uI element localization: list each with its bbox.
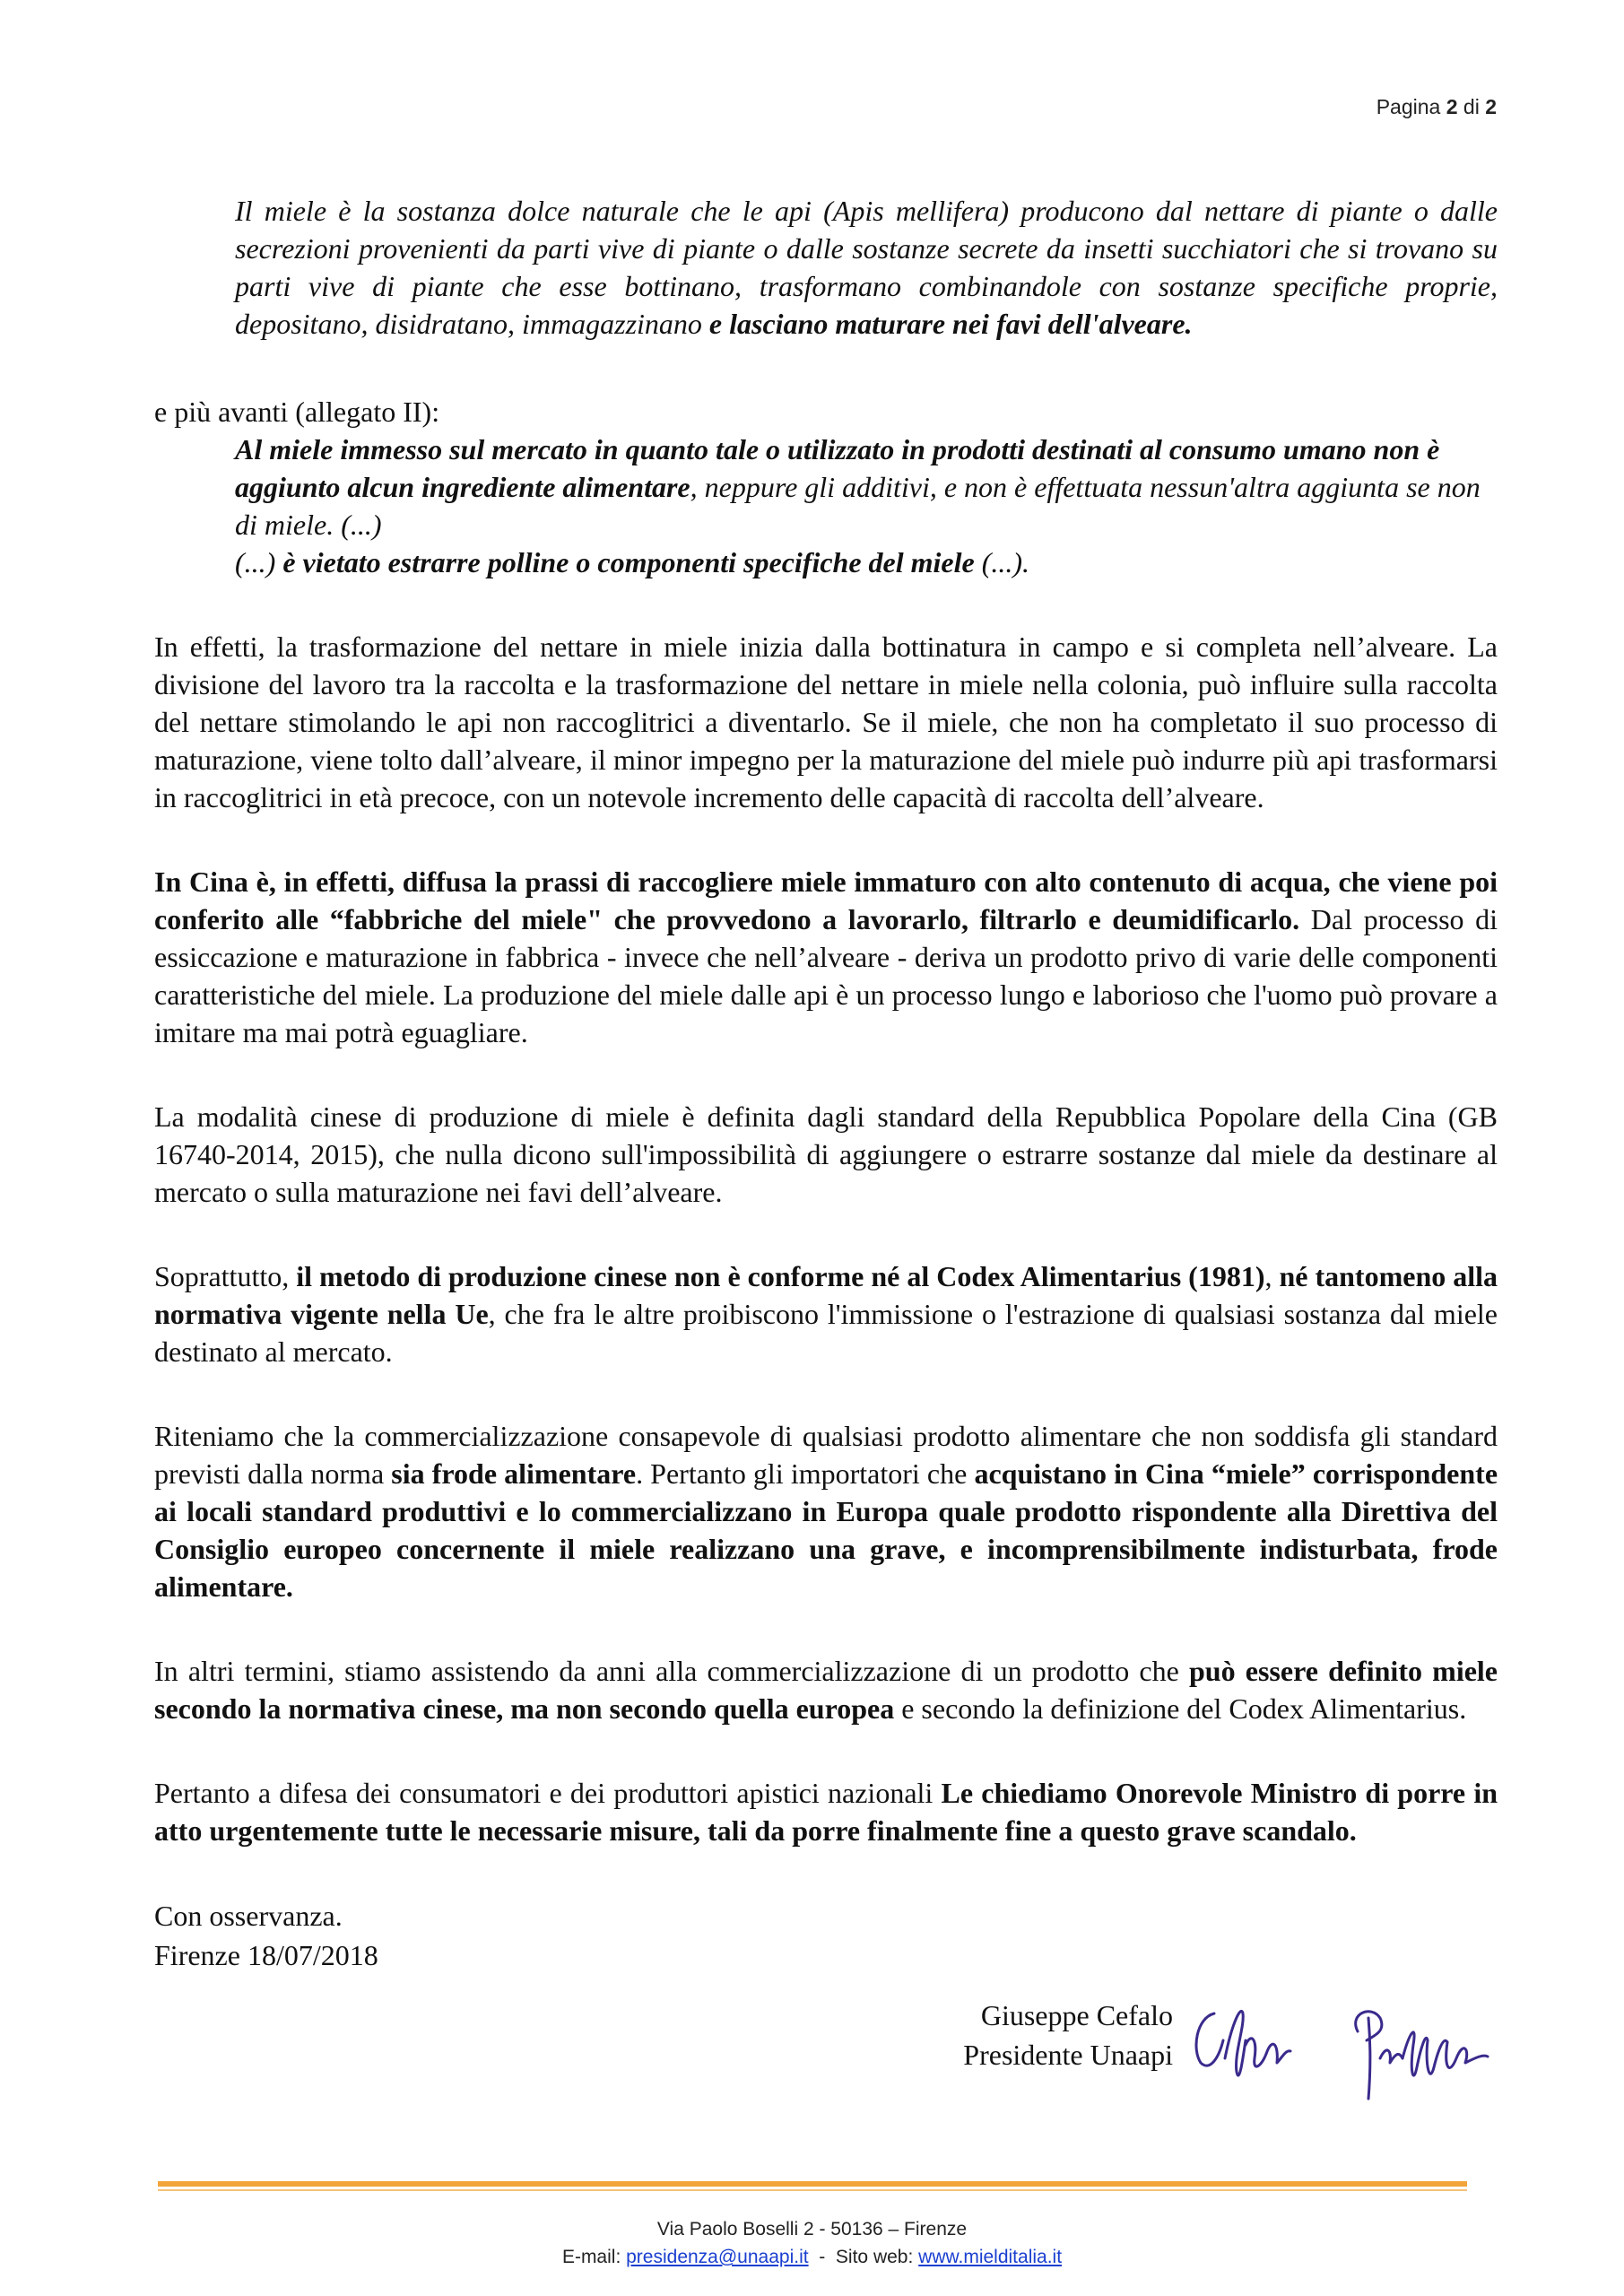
signatory-name: Giuseppe Cefalo bbox=[980, 1999, 1173, 2031]
page-of: di bbox=[1463, 95, 1480, 118]
page-total: 2 bbox=[1485, 95, 1497, 118]
honey-definition-quote: Il miele è la sostanza dolce naturale che le api (Apis mellifera) producono dal nettare di piante o dalle secrezioni provenienti da parti vive di piante o dalle sostanze secrete da insetti succhiatori che si trovano su parti vive di piante che esse bottinano, trasformano combinandole con sostanze specifiche proprie, depositano, disidratano, immagazzinano e lasciano maturare nei favi dell'alveare. bbox=[235, 195, 1498, 340]
footer-rule-thin bbox=[158, 2189, 1467, 2191]
signatory bbox=[963, 1996, 1173, 2074]
signatory-title: Presidente Unaapi bbox=[963, 2039, 1173, 2071]
allegato-intro: e più avanti (allegato II): bbox=[154, 396, 440, 428]
letter-body bbox=[154, 192, 1498, 1975]
footer-contacts: E-mail: presidenza@unaapi.it - Sito web: www.mielditalia.it bbox=[561, 2247, 1063, 2267]
paragraph-frode: Riteniamo che la commercializzazione consapevole di qualsiasi prodotto alimentare che non soddisfa gli standard previsti dalla norma sia frode alimentare. Pertanto gli importatori che acquistano in Cina “miele” corrispondente ai locali standard produttivi e lo commercializzano in Europa quale prodotto rispondente alla Direttiva del Consiglio europeo concernente il miele realizzano una grave, e incomprensibilmente indisturbata, frode alimentare. bbox=[154, 1420, 1498, 1603]
handwritten-signature bbox=[1178, 1987, 1519, 2112]
paragraph-trasformazione: In effetti, la trasformazione del nettare in miele inizia dalla bottinatura in campo e si completa nell’alveare. La divisione del lavoro tra la raccolta e la trasformazione del nettare in miele nella colonia, può influire sulla raccolta del nettare stimolando le api non raccoglitrici a diventarlo. Se il miele, che non ha completato il suo processo di maturazione, viene tolto dall’alveare, il minor impegno per la maturazione del miele può indurre più api trasformarsi in raccoglitrici in età precoce, con un notevole incremento delle capacità di raccolta dell’alveare. bbox=[154, 631, 1498, 813]
paragraph-altri-termini: In altri termini, stiamo assistendo da anni alla commercializzazione di un prodotto che può essere definito miele secondo la normativa cinese, ma non secondo quella europea e secondo la definizione del Codex Alimentarius. bbox=[154, 1655, 1498, 1725]
signature-block bbox=[909, 1987, 1519, 2112]
closing: Con osservanza. Firenze 18/07/2018 bbox=[154, 1900, 378, 1971]
paragraph-codex: Soprattutto, il metodo di produzione cinese non è conforme né al Codex Alimentarius (1981), né tantomeno alla normativa vigente nella Ue, che fra le altre proibiscono l'immissione o l'estrazione di qualsiasi sostanza dal miele destinato al mercato. bbox=[154, 1260, 1498, 1368]
footer-address: Via Paolo Boselli 2 - 50136 – Firenze bbox=[656, 2219, 968, 2239]
allegato-quote: Al miele immesso sul mercato in quanto tale o utilizzato in prodotti destinati al consumo umano non è aggiunto alcun ingrediente alimentare, neppure gli additivi, e non è effettuata nessun'altra aggiunta se non di miele. (...) (...) è vietato estrarre polline o componenti specifiche del miele (...). bbox=[235, 433, 1481, 578]
footer bbox=[0, 2215, 1624, 2271]
page-current: 2 bbox=[1446, 95, 1458, 118]
paragraph-standard-cinesi: La modalità cinese di produzione di miele è definita dagli standard della Repubblica Popolare della Cina (GB 16740-2014, 2015), che nulla dicono sull'impossibilità di aggiungere o estrarre sostanze dal miele da destinare al mercato o sulla maturazione nei favi dell’alveare. bbox=[154, 1100, 1498, 1208]
footer-rule bbox=[158, 2181, 1467, 2187]
paragraph-richiesta: Pertanto a difesa dei consumatori e dei produttori apistici nazionali Le chiediamo Onorevole Ministro di porre in atto urgentemente tutte le necessarie misure, tali da porre finalmente fine a questo grave scandalo. bbox=[154, 1777, 1498, 1847]
website-link[interactable]: www.mielditalia.it bbox=[918, 2247, 1063, 2267]
page-number bbox=[1376, 95, 1497, 119]
page-label: Pagina bbox=[1376, 95, 1441, 118]
email-link[interactable]: presidenza@unaapi.it bbox=[626, 2247, 809, 2267]
paragraph-cina: In Cina è, in effetti, diffusa la prassi di raccogliere miele immaturo con alto contenuto di acqua, che viene poi conferito alle “fabbriche del miele" che provvedono a lavorarlo, filtrarlo e deumidificarlo. Dal processo di essiccazione e maturazione in fabbrica - invece che nell’alveare - deriva un prodotto privo di varie delle componenti caratteristiche del miele. La produzione del miele dalle api è un processo lungo e laborioso che l'uomo può provare a imitare ma mai potrà eguagliare. bbox=[154, 865, 1498, 1048]
